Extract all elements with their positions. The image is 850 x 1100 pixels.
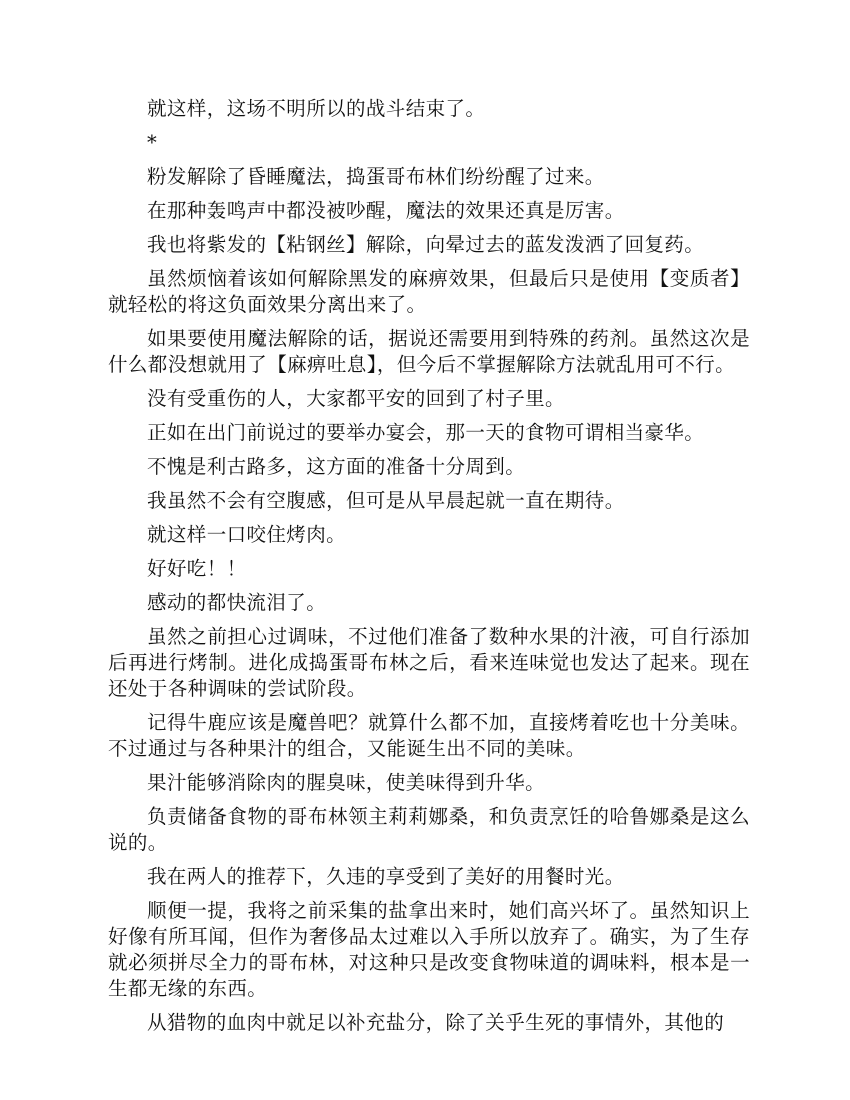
paragraph: 粉发解除了昏睡魔法，捣蛋哥布林们纷纷醒了过来。 bbox=[147, 165, 605, 188]
paragraph: 好好吃！！ bbox=[147, 557, 247, 580]
document-body bbox=[108, 96, 750, 1044]
paragraph: 就这样一口咬住烤肉。 bbox=[147, 523, 347, 546]
paragraph: 从猎物的血肉中就足以补充盐分，除了关乎生死的事情外，其他的 bbox=[147, 1011, 725, 1034]
paragraph: 顺便一提，我将之前采集的盐拿出来时，她们高兴坏了。虽然知识上好像有所耳闻，但作为奢侈品太过难以入手所以放弃了。确实，为了生存就必须拼尽全力的哥布林，对这种只是改变食物味道的调味料，根本是一生都无缘的东西。 bbox=[108, 899, 750, 1000]
paragraph: 就这样，这场不明所以的战斗结束了。 bbox=[147, 97, 486, 120]
section-separator: * bbox=[147, 131, 158, 154]
paragraph: 我也将紫发的【粘钢丝】解除，向晕过去的蓝发泼洒了回复药。 bbox=[147, 233, 705, 256]
paragraph: 我虽然不会有空腹感，但可是从早晨起就一直在期待。 bbox=[147, 489, 625, 512]
paragraph: 不愧是利古路多，这方面的准备十分周到。 bbox=[147, 455, 526, 478]
paragraph: 记得牛鹿应该是魔兽吧？就算什么都不加，直接烤着吃也十分美味。不过通过与各种果汁的组合，又能诞生出不同的美味。 bbox=[108, 711, 750, 760]
paragraph: 在那种轰鸣声中都没被吵醒，魔法的效果还真是厉害。 bbox=[147, 199, 625, 222]
paragraph: 虽然之前担心过调味，不过他们准备了数种水果的汁液，可自行添加后再进行烤制。进化成捣蛋哥布林之后，看来连味觉也发达了起来。现在还处于各种调味的尝试阶段。 bbox=[108, 625, 750, 700]
paragraph: 感动的都快流泪了。 bbox=[147, 591, 327, 614]
paragraph: 我在两人的推荐下，久违的享受到了美好的用餐时光。 bbox=[147, 865, 625, 888]
paragraph: 虽然烦恼着该如何解除黑发的麻痹效果，但最后只是使用【变质者】就轻松的将这负面效果分离出来了。 bbox=[108, 267, 750, 316]
paragraph: 没有受重伤的人，大家都平安的回到了村子里。 bbox=[147, 387, 565, 410]
paragraph: 果汁能够消除肉的腥臭味，使美味得到升华。 bbox=[147, 771, 546, 794]
paragraph: 如果要使用魔法解除的话，据说还需要用到特殊的药剂。虽然这次是什么都没想就用了【麻痹吐息】，但今后不掌握解除方法就乱用可不行。 bbox=[108, 327, 750, 376]
paragraph: 正如在出门前说过的要举办宴会，那一天的食物可谓相当豪华。 bbox=[147, 421, 705, 444]
paragraph: 负责储备食物的哥布林领主莉莉娜桑，和负责烹饪的哈鲁娜桑是这么说的。 bbox=[108, 805, 750, 854]
